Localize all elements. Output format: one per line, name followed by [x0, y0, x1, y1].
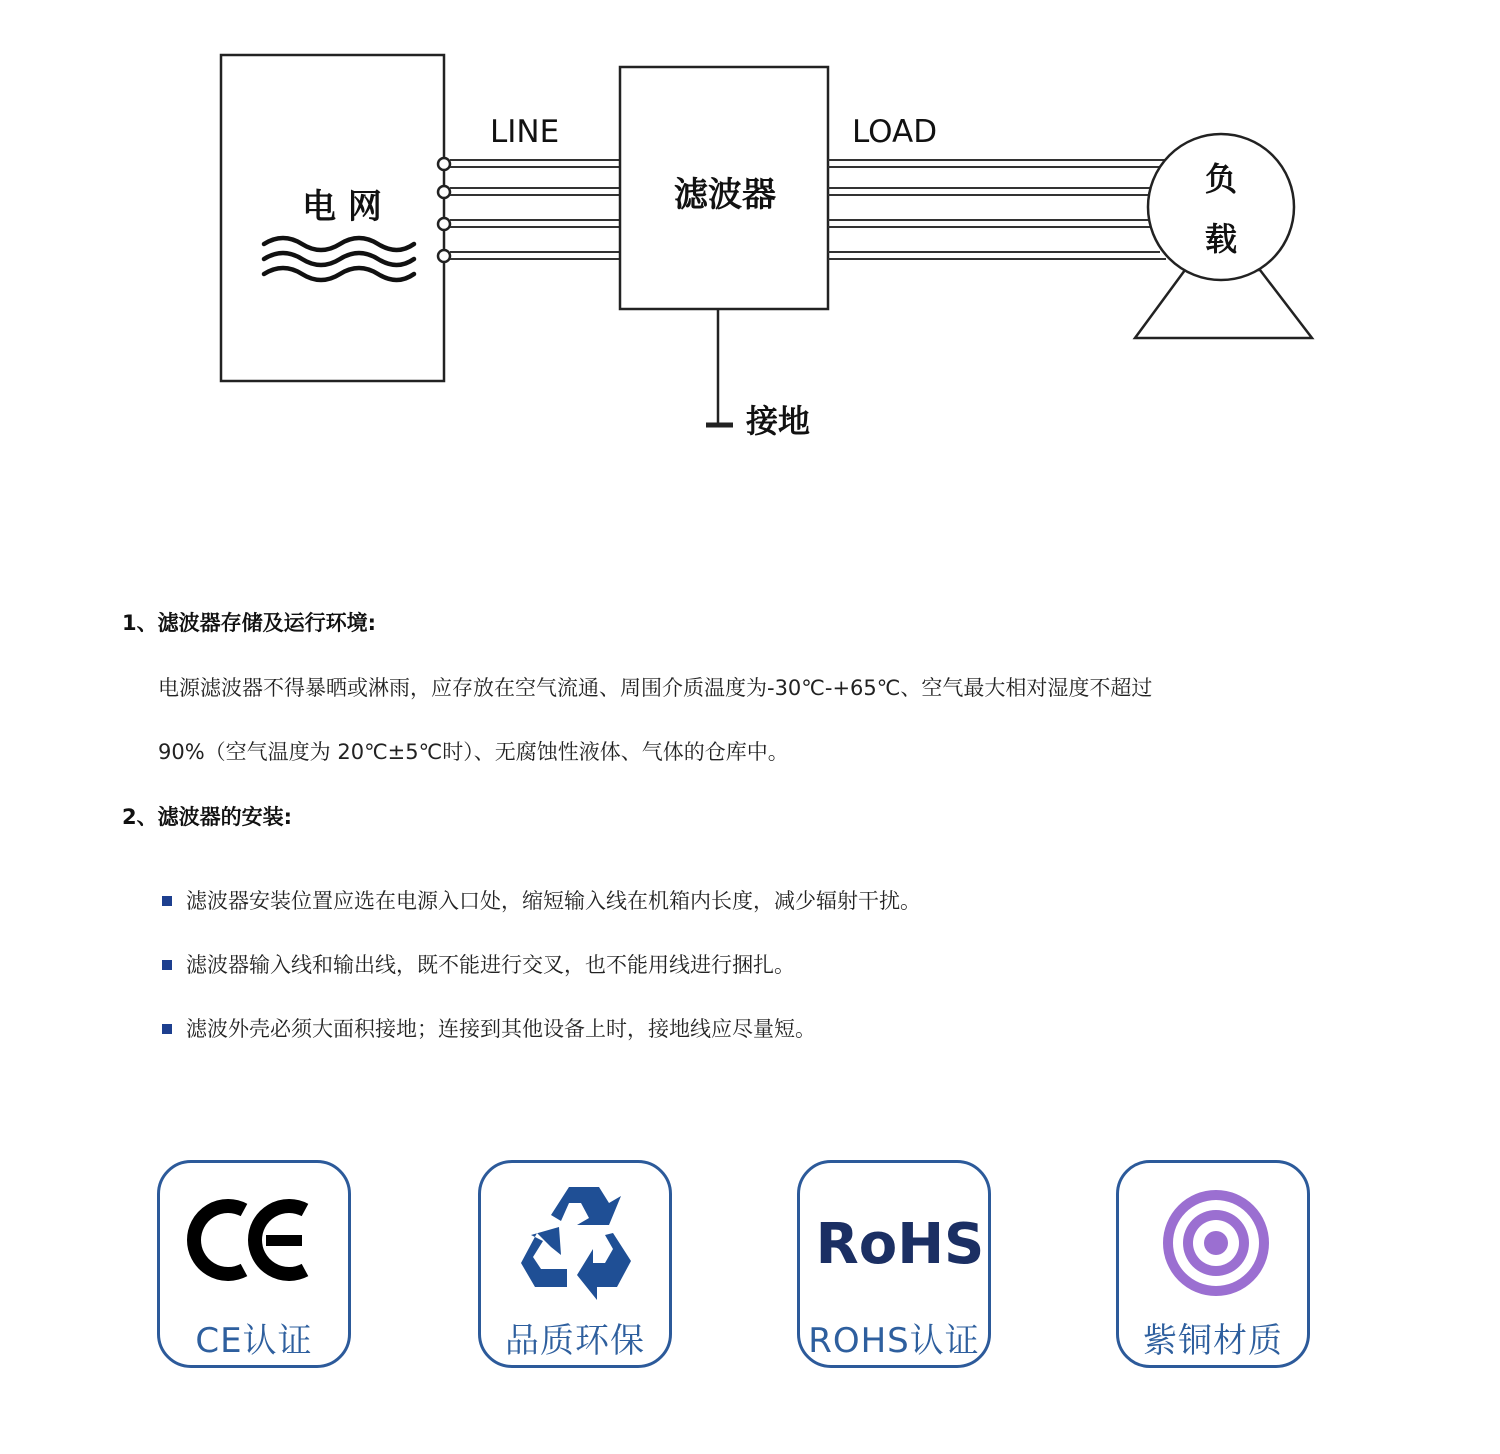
svg-text:RoHS: RoHS [815, 1212, 985, 1277]
load-char-1: 负 [1204, 160, 1238, 198]
bullet-icon [162, 896, 172, 906]
line-label: LINE [490, 114, 560, 150]
cert-card-ce [157, 1160, 351, 1368]
bullet-icon [162, 960, 172, 970]
cert-card-rohs [797, 1160, 991, 1368]
grid-label: 电 网 [302, 187, 382, 227]
cert-label-eco: 品质环保 [505, 1321, 645, 1361]
list-item-text: 滤波外壳必须大面积接地；连接到其他设备上时，接地线应尽量短。 [186, 1017, 816, 1041]
terminal-4 [438, 250, 450, 262]
ground-label: 接地 [746, 402, 811, 440]
recycle-icon [481, 1163, 675, 1313]
section2-heading: 2、滤波器的安装: [122, 805, 293, 829]
load-wires [828, 160, 1166, 259]
copper-target-icon [1119, 1163, 1313, 1313]
section1-paragraph-line-2: 90%（空气温度为 20℃±5℃时）、无腐蚀性液体、气体的仓库中。 [158, 740, 789, 764]
line-wires [450, 160, 620, 259]
cert-label-ce: CE认证 [195, 1321, 313, 1361]
load-circle [1148, 134, 1294, 280]
load-char-2: 载 [1204, 220, 1238, 258]
list-item-text: 滤波器安装位置应选在电源入口处，缩短输入线在机箱内长度，减少辐射干扰。 [186, 889, 921, 913]
terminal-3 [438, 218, 450, 230]
load-label: LOAD [852, 114, 938, 150]
cert-label-rohs: ROHS认证 [808, 1321, 980, 1361]
list-item [162, 886, 921, 916]
section1-paragraph-line-1: 电源滤波器不得暴晒或淋雨，应存放在空气流通、周围介质温度为-30℃-+65℃、空气最大相对湿度不超过 [158, 676, 1153, 700]
cert-card-eco [478, 1160, 672, 1368]
terminal-1 [438, 158, 450, 170]
ce-mark-icon [160, 1163, 354, 1313]
cert-label-copper: 紫铜材质 [1143, 1321, 1283, 1361]
cert-card-copper [1116, 1160, 1310, 1368]
rohs-mark-icon [800, 1163, 994, 1313]
list-item [162, 1014, 816, 1044]
wiring-diagram [0, 0, 1500, 480]
list-item-text: 滤波器输入线和输出线，既不能进行交叉，也不能用线进行捆扎。 [186, 953, 795, 977]
list-item [162, 950, 795, 980]
terminal-2 [438, 186, 450, 198]
section1-heading: 1、滤波器存储及运行环境: [122, 611, 377, 635]
bullet-icon [162, 1024, 172, 1034]
filter-label: 滤波器 [674, 175, 776, 215]
